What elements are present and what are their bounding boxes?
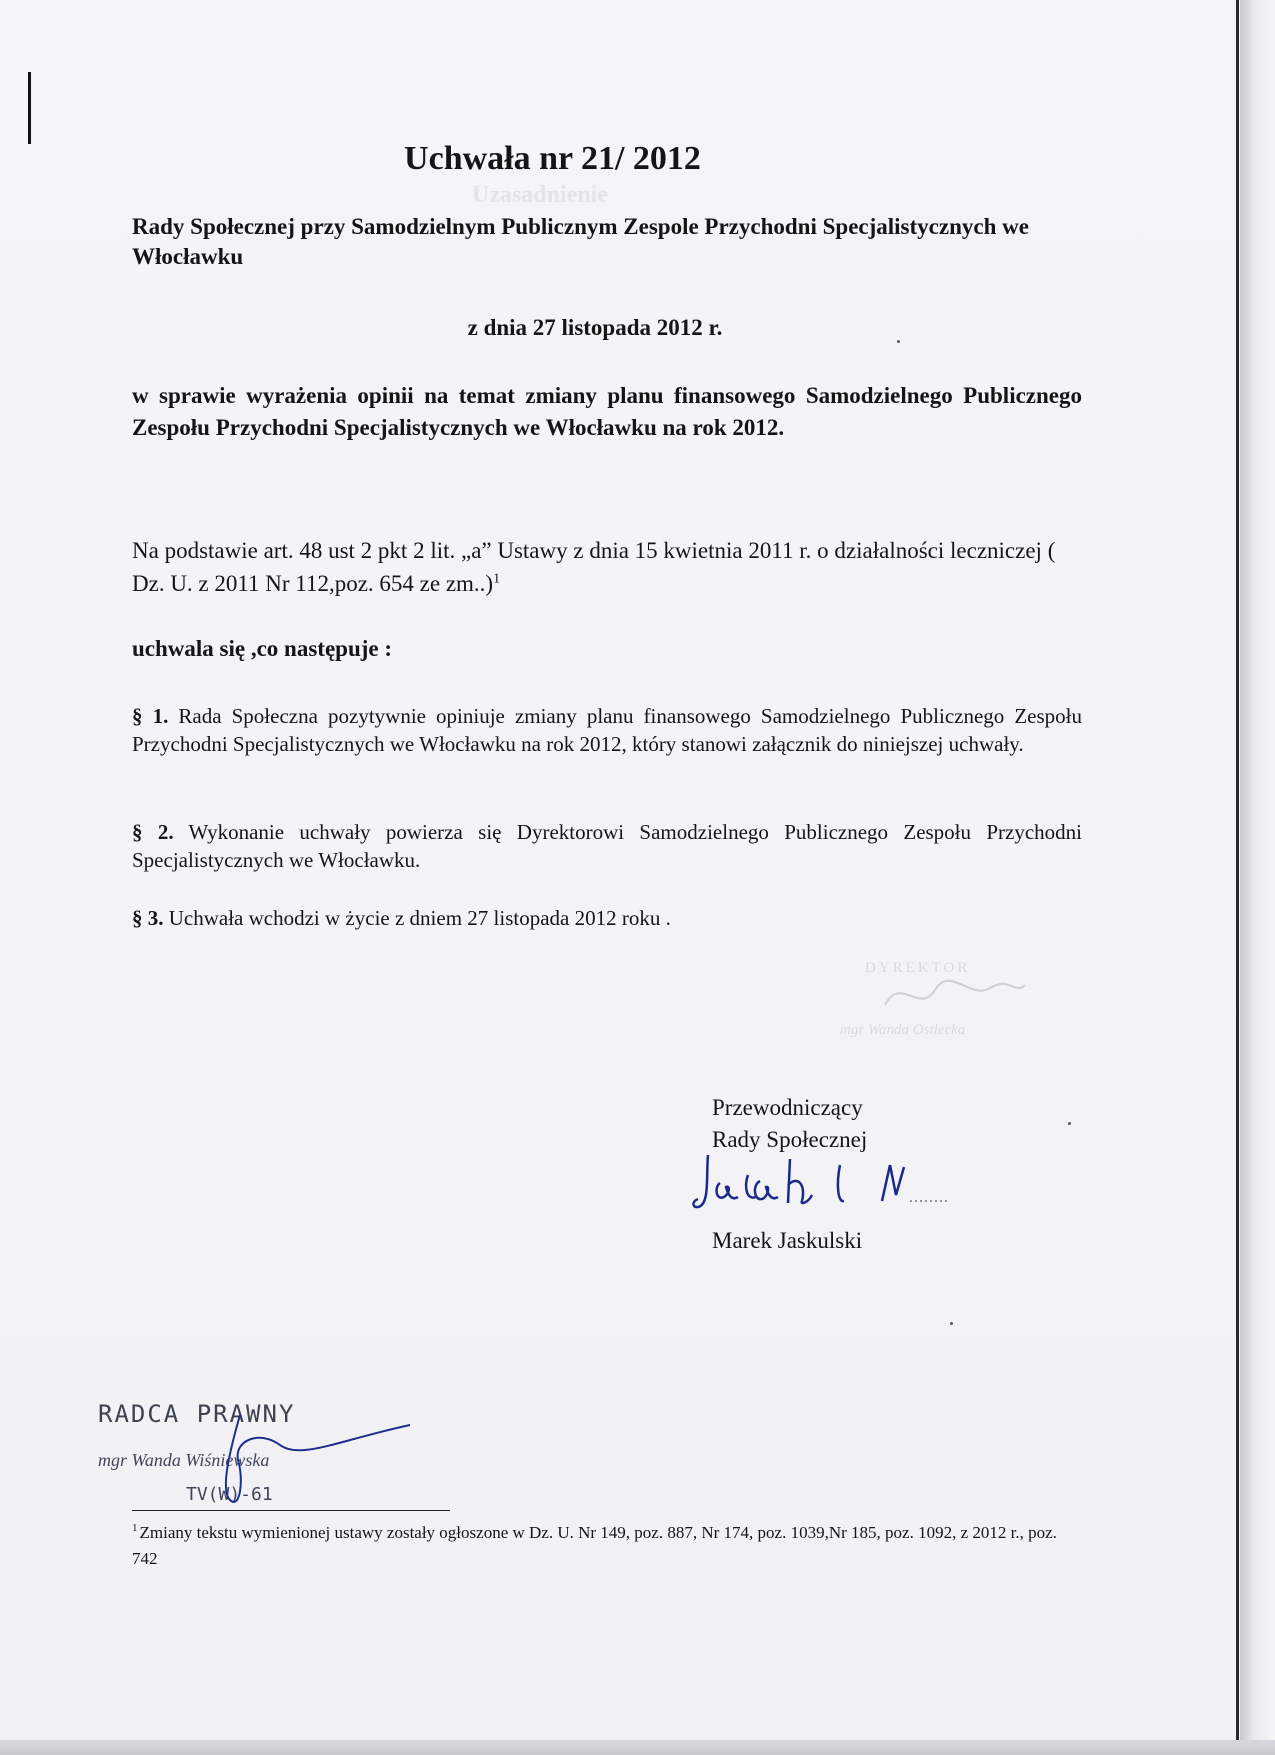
paragraph-number: § 2. [132,820,174,844]
footnote-reference: 1 [493,571,501,587]
resolves-line: uchwala się ,co następuje : [132,636,393,661]
signatory-name: Marek Jaskulski [712,1228,863,1253]
resolution-subject: w sprawie wyrażenia opinii na temat zmiany planu finansowego Samodzielnego Publicznego Zespołu Przychodni Specjalistycznych we Włocławku na rok 2012. [132,383,1082,440]
speck [897,340,900,343]
signatory-role-line2: Rady Społecznej [712,1127,868,1152]
stamp-title: RADCA PRAWNY [98,1400,296,1428]
paragraph-number: § 1. [132,704,169,728]
legal-basis-text: Na podstawie art. 48 ust 2 pkt 2 lit. „a” Ustawy z dnia 15 kwietnia 2011 r. o działalności leczniczej ( Dz. U. z 2011 Nr 112,poz. 654 ze zm..) [132,538,1056,596]
director-stamp-line2: mgr Wanda Ostlecka [840,1022,966,1038]
paragraph-3 [132,904,1082,932]
council-heading: Rady Społecznej przy Samodzielnym Publicznym Zespole Przychodni Specjalistycznych we Włocławku [132,214,1029,269]
paragraph-2 [132,818,1082,874]
counsel-signature [200,1400,430,1510]
handwritten-signature [690,1145,950,1215]
resolution-title: Uchwała nr 21/ 2012 [404,140,701,177]
resolution-date: z dnia 27 listopada 2012 r. [467,315,723,340]
footnote [132,1520,1082,1572]
paragraph-number: § 3. [132,906,164,930]
bleed-heading: Uzasadnienie [471,182,608,208]
stamp-registration: TV(W)-61 [186,1484,273,1505]
scan-edge [1240,0,1275,1755]
margin-mark [28,72,31,144]
speck [1068,1122,1071,1125]
page-edge-line [1236,0,1239,1755]
footnote-marker: 1 [132,1522,138,1535]
director-stamp-line1: DYREKTOR [865,960,971,976]
paragraph-text: Uchwała wchodzi w życie z dniem 27 listopada 2012 roku . [168,906,671,930]
paragraph-1 [132,702,1082,758]
scan-bottom-edge [0,1740,1275,1755]
paragraph-text: Wykonanie uchwały powierza się Dyrektorowi Samodzielnego Publicznego Zespołu Przychodni Specjalistycznych we Włocławku. [132,820,1082,872]
signatory-role-line1: Przewodniczący [712,1095,863,1120]
speck [950,1322,953,1325]
footnote-text: Zmiany tekstu wymienionej ustawy zostały ogłoszone w Dz. U. Nr 149, poz. 887, Nr 174, poz. 1039,Nr 185, poz. 1092, z 2012 r., poz. 742 [132,1523,1057,1568]
footnote-rule [132,1510,450,1511]
legal-basis [132,534,1082,600]
director-stamp-bleed [820,930,1080,1050]
stamp-name: mgr Wanda Wiśniewska [98,1450,270,1470]
paragraph-text: Rada Społeczna pozytywnie opiniuje zmiany planu finansowego Samodzielnego Publicznego Zespołu Przychodni Specjalistycznych we Włocławku na rok 2012, który stanowi załącznik do niniejszej uchwały. [132,704,1083,756]
director-signature-bleed [880,970,1030,1020]
